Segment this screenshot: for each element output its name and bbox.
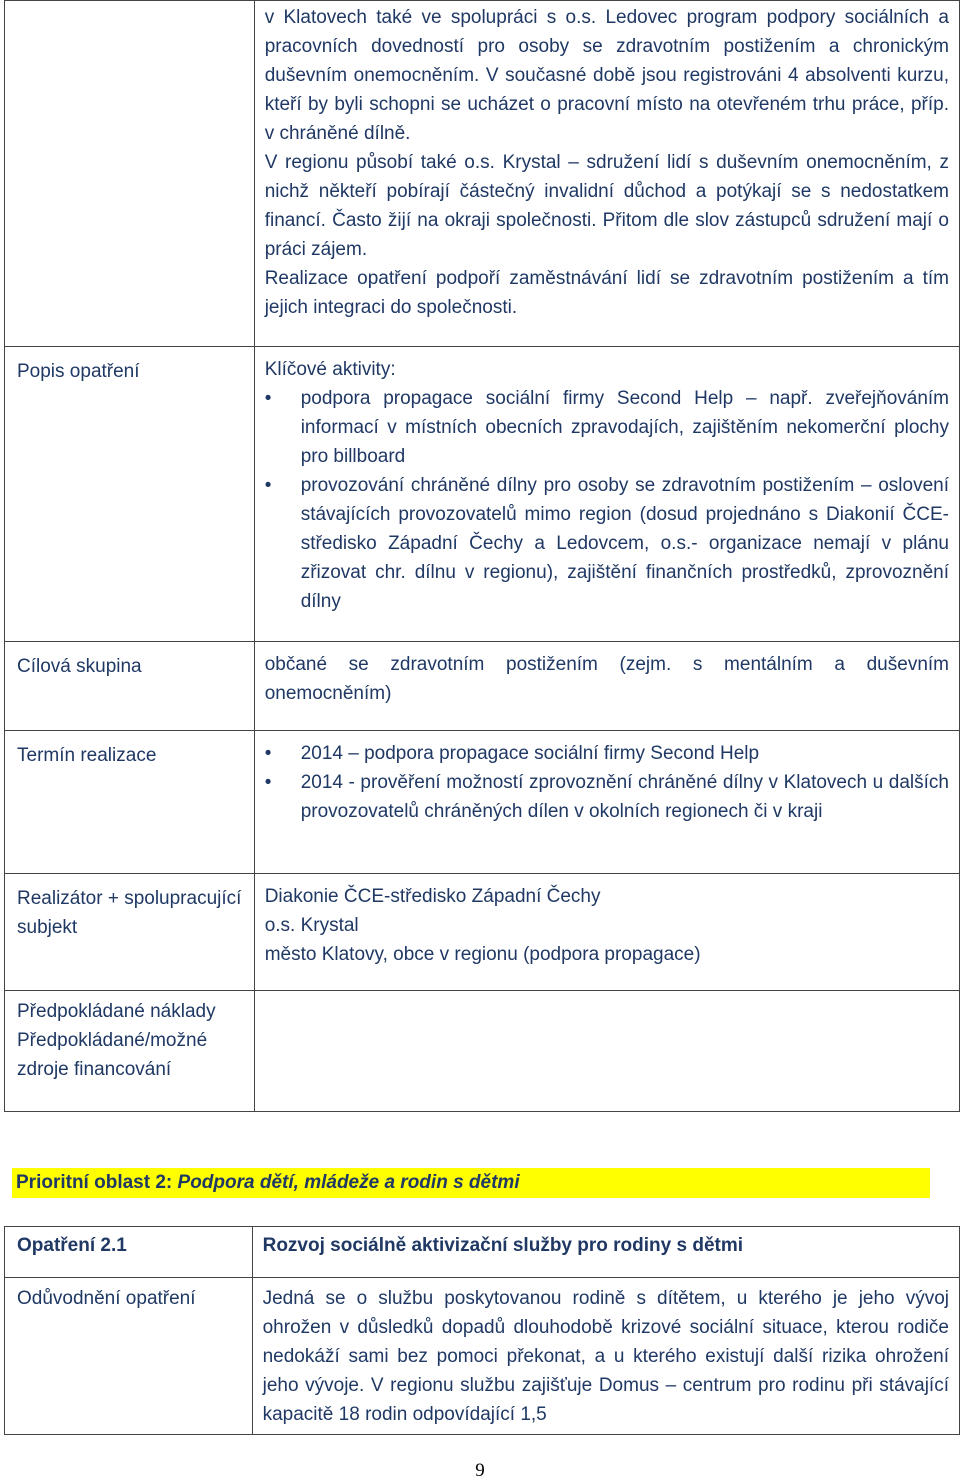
table-row [5, 1278, 960, 1435]
opatreni-label: Opatření 2.1 [5, 1227, 253, 1278]
realizator-line-1: Diakonie ČCE-středisko Západní Čechy [264, 886, 601, 907]
context-paragraph-1: v Klatovech také ve spolupráci s o.s. Ledovec program podpory sociálních a pracovních dovedností pro osoby se zdravotním postižením a chronickým duševním onemocněním. V současné době jsou registrováni 4 absolventi kurzu, kteří by byli schopni se ucházet o pracovní místo na otevřeném trhu práce, příp. v chráněné dílně. [264, 7, 949, 144]
table-row [5, 642, 960, 731]
table-row [5, 1, 960, 347]
termin-label: Termín realizace [5, 731, 255, 874]
list-item: • podpora propagace sociální firmy Second Help – např. zveřejňováním informací v místních obecních zpravodajích, zajištěním nekomerční plochy pro billboard [265, 384, 949, 471]
banner-prefix: Prioritní oblast 2: [16, 1172, 178, 1193]
cilova-text: občané se zdravotním postižením (zejm. s mentálním a duševním onemocněním) [254, 642, 959, 731]
realizator-cell [254, 874, 959, 991]
measure-2-1-table [4, 1226, 960, 1435]
empty-label-cell [5, 1, 255, 347]
list-item: • 2014 – podpora propagace sociální firmy Second Help [265, 739, 949, 768]
page-number: 9 [475, 1460, 485, 1481]
measure-table [4, 0, 960, 1112]
realizator-line-3: město Klatovy, obce v regionu (podpora propagace) [264, 944, 701, 965]
oduvodneni-label: Odůvodnění opatření [5, 1278, 253, 1435]
priority-area-banner [12, 1168, 930, 1198]
popis-label: Popis opatření [5, 347, 255, 642]
realizator-line-2: o.s. Krystal [264, 915, 359, 936]
termin-cell [254, 731, 959, 874]
list-item: • provozování chráněné dílny pro osoby se zdravotním postižením – oslovení stávajících provozovatelů mimo region (dosud projednáno s Diakonií ČCE-středisko Západní Čechy a Ledovcem, o.s.- organizace nemají v plánu zřizovat chr. dílnu v regionu), zajištění finančních prostředků, zprovoznění dílny [265, 471, 949, 616]
cilova-label: Cílová skupina [5, 642, 255, 731]
oduvodneni-text: Jedná se o službu poskytovanou rodině s dítětem, u kterého je jeho vývoj ohrožen v důsledků dopadů dlouhodobě krizové sociální situace, kterou rodiče nedokáží sami bez pomoci překonat, a u kterého existují další rizika ohrožení jeho vývoje. V regionu službu zajišťuje Domus – centrum pro rodinu při stávající kapacitě 18 rodin odpovídající 1,5 [252, 1278, 959, 1435]
realizator-label: Realizátor + spolupracující subjekt [5, 874, 255, 991]
naklady-label: Předpokládané náklady [17, 1001, 216, 1022]
list-item: • 2014 - prověření možností zprovoznění chráněné dílny v Klatovech u dalších provozovatelů chráněných dílen v okolních regionech či v kraji [265, 768, 949, 826]
banner-title: Podpora dětí, mládeže a rodin s dětmi [177, 1172, 520, 1193]
popis-heading: Klíčové aktivity: [264, 359, 396, 380]
zdroje-label: Předpokládané/možné zdroje financování [17, 1030, 208, 1080]
termin-bullet-list [265, 739, 949, 826]
table-row [5, 347, 960, 642]
table-row [5, 991, 960, 1112]
popis-bullet-list [265, 384, 949, 616]
table-row [5, 874, 960, 991]
naklady-zdroje-empty [254, 991, 959, 1112]
context-paragraph-3: Realizace opatření podpoří zaměstnávání lidí se zdravotním postižením a tím jejich integraci do společnosti. [264, 268, 949, 318]
naklady-zdroje-label [5, 991, 255, 1112]
opatreni-title: Rozvoj sociálně aktivizační služby pro rodiny s dětmi [252, 1227, 959, 1278]
context-paragraph-2: V regionu působí také o.s. Krystal – sdružení lidí s duševním onemocněním, z nichž někteří pobírají částečný invalidní důchod a potýkají se s nedostatkem financí. Často žijí na okraji společnosti. Přitom dle slov zástupců sdružení mají o práci zájem. [264, 152, 949, 260]
context-cell [254, 1, 959, 347]
table-row [5, 1227, 960, 1278]
popis-cell [254, 347, 959, 642]
table-row [5, 731, 960, 874]
